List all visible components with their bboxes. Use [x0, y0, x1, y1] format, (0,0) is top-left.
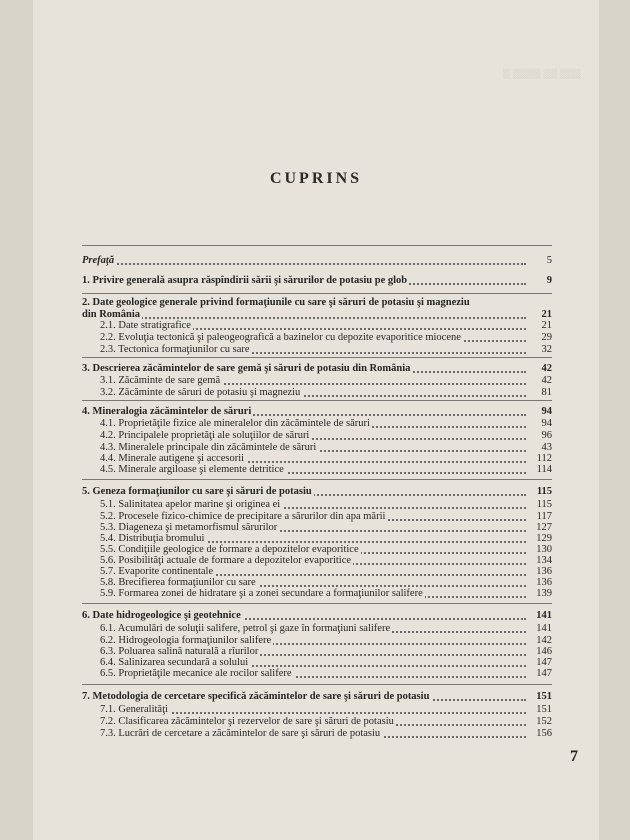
- toc-section-5-9: 5.9. Formarea zonei de hidratare şi a zonei secundare a formaţiunilor salifere 139: [100, 588, 552, 599]
- toc-chapter-5: 5. Geneza formaţiunilor cu sare şi săruri de potasiu 115: [82, 486, 552, 497]
- divider: [82, 603, 552, 604]
- toc-section-6-4: 6.4. Salinizarea secundară a solului 147: [100, 657, 552, 668]
- divider: [82, 479, 552, 480]
- toc-section-6-2: 6.2. Hidrogeologia formaţiunilor salifere 142: [100, 635, 552, 646]
- toc-section-5-1: 5.1. Salinitatea apelor marine şi originea ei 115: [100, 499, 552, 510]
- toc-section-6-3: 6.3. Poluarea salină naturală a rîurilor 146: [100, 646, 552, 657]
- toc-section-6-5: 6.5. Proprietăţile mecanice ale rocilor salifere 147: [100, 668, 552, 679]
- toc-entry-preface: Prefaţă 5: [82, 255, 552, 266]
- toc-chapter-2: 2. Date geologice generale privind formaţiunile cu sare şi săruri de potasiu şi magneziu: [82, 297, 470, 308]
- toc-section-7-2: 7.2. Clasificarea zăcămintelor şi rezervelor de sare şi săruri de potasiu 152: [100, 716, 552, 727]
- bleed-through-text: ▒ ▒▒▒▒ ▒▒ ▒▒▒: [503, 70, 581, 80]
- toc-chapter-3: 3. Descrierea zăcămintelor de sare gemă şi săruri de potasiu din România 42: [82, 363, 552, 374]
- toc-section-2-1: 2.1. Date stratigrafice 21: [100, 320, 552, 331]
- divider: [82, 684, 552, 685]
- toc-section-4-3: 4.3. Mineralele principale din zăcămintele de săruri 43: [100, 442, 552, 453]
- toc-section-4-5: 4.5. Minerale argiloase şi elemente detritice 114: [100, 464, 552, 475]
- toc-section-5-8: 5.8. Brecifierea formaţiunilor cu sare 136: [100, 577, 552, 588]
- toc-section-4-2: 4.2. Principalele proprietăţi ale soluţiilor de săruri 96: [100, 430, 552, 441]
- toc-chapter-4: 4. Mineralogia zăcămintelor de săruri 94: [82, 406, 552, 417]
- divider: [82, 245, 552, 246]
- toc-chapter-7: 7. Metodologia de cercetare specifică zăcămintelor de sare şi săruri de potasiu 151: [82, 691, 552, 702]
- book-page: [33, 0, 599, 840]
- page-number: 7: [570, 748, 578, 765]
- toc-chapter-6: 6. Date hidrogeologice şi geotehnice 141: [82, 610, 552, 621]
- divider: [82, 357, 552, 358]
- divider: [82, 293, 552, 294]
- toc-section-6-1: 6.1. Acumulări de soluţii salifere, petrol şi gaze în formaţiuni salifere 141: [100, 623, 552, 634]
- toc-section-2-2: 2.2. Evoluţia tectonică şi paleogeografică a bazinelor cu depozite evaporitice miocene 29: [100, 332, 552, 343]
- toc-section-5-6: 5.6. Posibilităţi actuale de formare a depozitelor evaporitice 134: [100, 555, 552, 566]
- toc-section-5-2: 5.2. Procesele fizico-chimice de precipitare a sărurilor din apa mării 117: [100, 511, 552, 522]
- divider: [82, 400, 552, 401]
- toc-section-3-2: 3.2. Zăcăminte de săruri de potasiu şi magneziu 81: [100, 387, 552, 398]
- toc-section-4-4: 4.4. Minerale autigene şi accesorii 112: [100, 453, 552, 464]
- toc-section-7-1: 7.1. Generalităţi 151: [100, 704, 552, 715]
- toc-chapter-2-cont: din România 21: [82, 309, 552, 320]
- toc-section-5-5: 5.5. Condiţiile geologice de formare a depozitelor evaporitice 130: [100, 544, 552, 555]
- toc-section-4-1: 4.1. Proprietăţile fizice ale mineralelor din zăcămintele de săruri 94: [100, 418, 552, 429]
- toc-chapter-1: 1. Privire generală asupra răspîndirii sării şi sărurilor de potasiu pe glob 9: [82, 275, 552, 286]
- toc-section-5-3: 5.3. Diageneza şi metamorfismul sărurilor 127: [100, 522, 552, 533]
- toc-section-3-1: 3.1. Zăcăminte de sare gemă 42: [100, 375, 552, 386]
- toc-section-2-3: 2.3. Tectonica formaţiunilor cu sare 32: [100, 344, 552, 355]
- toc-section-5-4: 5.4. Distribuţia bromului 129: [100, 533, 552, 544]
- toc-section-7-3: 7.3. Lucrări de cercetare a zăcămintelor de sare şi săruri de potasiu 156: [100, 728, 552, 739]
- page-title: CUPRINS: [269, 170, 363, 187]
- toc-section-5-7: 5.7. Evaporite continentale 136: [100, 566, 552, 577]
